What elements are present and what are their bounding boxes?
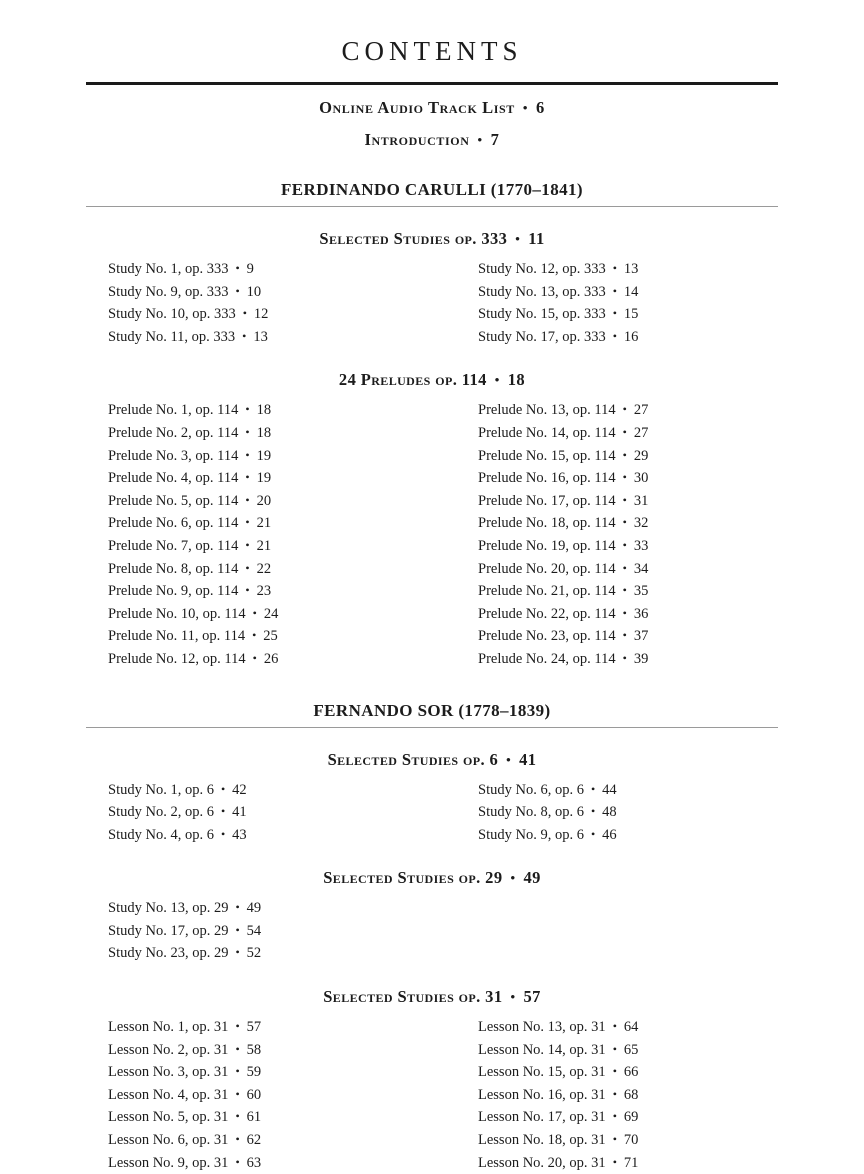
- entry-label: Study No. 15, op. 333: [478, 306, 606, 322]
- entry-label: Lesson No. 14, op. 31: [478, 1042, 606, 1058]
- entry-page-number: 37: [634, 628, 649, 644]
- bullet-separator: •: [591, 779, 595, 801]
- entry-page-number: 18: [257, 425, 272, 441]
- entry-page-number: 26: [264, 651, 279, 667]
- entry-label: Lesson No. 3, op. 31: [108, 1064, 228, 1080]
- toc-entry: [108, 258, 432, 281]
- entry-label: Lesson No. 4, op. 31: [108, 1087, 228, 1103]
- entry-column-left: [86, 779, 432, 847]
- entry-page-number: 57: [523, 987, 540, 1006]
- toc-entry: [478, 1061, 778, 1084]
- bullet-separator: •: [245, 399, 249, 421]
- entry-label: Prelude No. 2, op. 114: [108, 425, 238, 441]
- title-rule: [86, 82, 778, 85]
- entry-label: Study No. 10, op. 333: [108, 306, 236, 322]
- entry-page-number: 62: [247, 1132, 262, 1148]
- entry-label: Prelude No. 8, op. 114: [108, 561, 238, 577]
- bullet-separator: •: [495, 372, 500, 388]
- bullet-separator: •: [511, 989, 516, 1005]
- entry-page-number: 43: [232, 827, 247, 843]
- bullet-separator: •: [591, 801, 595, 823]
- bullet-separator: •: [623, 399, 627, 421]
- entry-label: Study No. 23, op. 29: [108, 945, 228, 961]
- toc-entry: [108, 801, 432, 824]
- entry-page-number: 33: [634, 538, 649, 554]
- toc-entry: [108, 399, 432, 422]
- entry-label: Prelude No. 1, op. 114: [108, 402, 238, 418]
- bullet-separator: •: [613, 1152, 617, 1174]
- bullet-separator: •: [235, 258, 239, 280]
- bullet-separator: •: [221, 801, 225, 823]
- entry-label: Prelude No. 3, op. 114: [108, 448, 238, 464]
- entry-page-number: 61: [247, 1109, 262, 1125]
- entry-page-number: 36: [634, 606, 649, 622]
- bullet-separator: •: [613, 1016, 617, 1038]
- toc-entry: [478, 422, 778, 445]
- entry-label: Prelude No. 21, op. 114: [478, 583, 616, 599]
- entry-label: Lesson No. 9, op. 31: [108, 1155, 228, 1171]
- bullet-separator: •: [221, 779, 225, 801]
- entry-page-number: 7: [491, 130, 500, 149]
- bullet-separator: •: [623, 558, 627, 580]
- entry-page-number: 24: [264, 606, 279, 622]
- toc-entry: [108, 1039, 432, 1062]
- toc-entry: [108, 942, 432, 965]
- composer-section: [86, 180, 778, 671]
- entry-columns: [86, 1016, 778, 1174]
- composer-section: [86, 701, 778, 1174]
- entry-page-number: 13: [624, 261, 639, 277]
- entry-page-number: 65: [624, 1042, 639, 1058]
- toc-entry: [108, 625, 432, 648]
- entry-page-number: 15: [624, 306, 639, 322]
- entry-label: Prelude No. 10, op. 114: [108, 606, 246, 622]
- bullet-separator: •: [623, 580, 627, 602]
- entry-label: Lesson No. 2, op. 31: [108, 1042, 228, 1058]
- entry-page-number: 16: [624, 329, 639, 345]
- entry-page-number: 34: [634, 561, 649, 577]
- bullet-separator: •: [245, 445, 249, 467]
- entry-label: Study No. 17, op. 333: [478, 329, 606, 345]
- bullet-separator: •: [235, 920, 239, 942]
- entry-label: Selected Studies op. 31: [323, 987, 502, 1006]
- toc-entry: [478, 625, 778, 648]
- bullet-separator: •: [613, 1084, 617, 1106]
- entry-label: Online Audio Track List: [319, 98, 515, 117]
- entry-label: Study No. 1, op. 333: [108, 261, 228, 277]
- bullet-separator: •: [623, 512, 627, 534]
- toc-entry: [478, 648, 778, 671]
- entry-page-number: 46: [602, 827, 617, 843]
- entry-label: Study No. 13, op. 333: [478, 284, 606, 300]
- composer-sections: [86, 180, 778, 1174]
- entry-page-number: 66: [624, 1064, 639, 1080]
- composer-rule: [86, 206, 778, 207]
- bullet-separator: •: [235, 1129, 239, 1151]
- entry-label: Study No. 6, op. 6: [478, 782, 584, 798]
- toc-entry: [478, 603, 778, 626]
- entry-label: Lesson No. 16, op. 31: [478, 1087, 606, 1103]
- entry-column-right: [432, 399, 778, 670]
- bullet-separator: •: [235, 281, 239, 303]
- bullet-separator: •: [623, 490, 627, 512]
- entry-page-number: 48: [602, 804, 617, 820]
- entry-page-number: 19: [257, 470, 272, 486]
- entry-label: Selected Studies op. 333: [319, 229, 507, 248]
- toc-entry: [108, 648, 432, 671]
- toc-entry: [108, 897, 432, 920]
- toc-entry: [478, 445, 778, 468]
- bullet-separator: •: [235, 942, 239, 964]
- toc-entry: [108, 490, 432, 513]
- toc-entry: [478, 558, 778, 581]
- entry-page-number: 39: [634, 651, 649, 667]
- entry-page-number: 63: [247, 1155, 262, 1171]
- entry-label: Prelude No. 22, op. 114: [478, 606, 616, 622]
- bullet-separator: •: [515, 231, 520, 247]
- bullet-separator: •: [245, 535, 249, 557]
- entry-label: Lesson No. 5, op. 31: [108, 1109, 228, 1125]
- bullet-separator: •: [613, 326, 617, 348]
- entry-label: Prelude No. 5, op. 114: [108, 493, 238, 509]
- toc-entry: [478, 326, 778, 349]
- bullet-separator: •: [623, 625, 627, 647]
- bullet-separator: •: [591, 824, 595, 846]
- entry-label: Study No. 13, op. 29: [108, 900, 228, 916]
- entry-label: 24 Preludes op. 114: [339, 370, 487, 389]
- entry-column-right: [432, 258, 778, 348]
- toc-entry: [108, 1016, 432, 1039]
- entry-page-number: 44: [602, 782, 617, 798]
- bullet-separator: •: [523, 100, 528, 116]
- bullet-separator: •: [506, 752, 511, 768]
- entry-page-number: 21: [257, 515, 272, 531]
- entry-label: Prelude No. 18, op. 114: [478, 515, 616, 531]
- entry-page-number: 49: [523, 868, 540, 887]
- entry-page-number: 22: [257, 561, 272, 577]
- entry-page-number: 59: [247, 1064, 262, 1080]
- entry-label: Study No. 17, op. 29: [108, 923, 228, 939]
- entry-label: Study No. 11, op. 333: [108, 329, 235, 345]
- composer-heading: FERDINANDO CARULLI (1770–1841): [86, 180, 778, 200]
- toc-entry: [108, 467, 432, 490]
- subsection-heading: [86, 987, 778, 1007]
- toc-entry: [478, 399, 778, 422]
- entry-page-number: 71: [624, 1155, 639, 1171]
- entry-label: Introduction: [365, 130, 470, 149]
- entry-page-number: 49: [247, 900, 262, 916]
- entry-label: Lesson No. 18, op. 31: [478, 1132, 606, 1148]
- entry-label: Prelude No. 16, op. 114: [478, 470, 616, 486]
- entry-page-number: 19: [257, 448, 272, 464]
- entry-label: Prelude No. 9, op. 114: [108, 583, 238, 599]
- entry-page-number: 6: [536, 98, 545, 117]
- entry-label: Study No. 2, op. 6: [108, 804, 214, 820]
- entry-label: Study No. 8, op. 6: [478, 804, 584, 820]
- bullet-separator: •: [613, 1061, 617, 1083]
- toc-entry: [108, 580, 432, 603]
- entry-column-left: [86, 1016, 432, 1174]
- bullet-separator: •: [245, 512, 249, 534]
- entry-label: Lesson No. 6, op. 31: [108, 1132, 228, 1148]
- entry-column-right: [432, 1016, 778, 1174]
- entry-page-number: 12: [254, 306, 269, 322]
- entry-page-number: 11: [528, 229, 544, 248]
- bullet-separator: •: [221, 824, 225, 846]
- toc-entry: [478, 1039, 778, 1062]
- bullet-separator: •: [253, 648, 257, 670]
- entry-columns: [86, 399, 778, 670]
- entry-page-number: 41: [232, 804, 247, 820]
- entry-column-left: [86, 897, 432, 965]
- bullet-separator: •: [245, 580, 249, 602]
- entry-page-number: 52: [247, 945, 262, 961]
- toc-entry: [108, 824, 432, 847]
- bullet-separator: •: [235, 1039, 239, 1061]
- toc-entry: [478, 580, 778, 603]
- entry-page-number: 10: [247, 284, 262, 300]
- entry-page-number: 35: [634, 583, 649, 599]
- entry-label: Study No. 4, op. 6: [108, 827, 214, 843]
- toc-entry: [478, 467, 778, 490]
- entry-label: Prelude No. 12, op. 114: [108, 651, 246, 667]
- entry-label: Prelude No. 17, op. 114: [478, 493, 616, 509]
- bullet-separator: •: [235, 1084, 239, 1106]
- toc-entry: [108, 1152, 432, 1174]
- composer-heading: FERNANDO SOR (1778–1839): [86, 701, 778, 721]
- bullet-separator: •: [623, 467, 627, 489]
- entry-page-number: 57: [247, 1019, 262, 1035]
- front-matter-entry: [86, 130, 778, 150]
- bullet-separator: •: [613, 303, 617, 325]
- entry-label: Prelude No. 24, op. 114: [478, 651, 616, 667]
- entry-label: Prelude No. 23, op. 114: [478, 628, 616, 644]
- entry-page-number: 42: [232, 782, 247, 798]
- toc-entry: [478, 258, 778, 281]
- bullet-separator: •: [623, 648, 627, 670]
- bullet-separator: •: [511, 870, 516, 886]
- entry-page-number: 27: [634, 402, 649, 418]
- bullet-separator: •: [235, 1061, 239, 1083]
- subsection-heading: [86, 750, 778, 770]
- bullet-separator: •: [235, 897, 239, 919]
- toc-entry: [478, 512, 778, 535]
- entry-label: Lesson No. 1, op. 31: [108, 1019, 228, 1035]
- front-matter: [86, 98, 778, 150]
- entry-page-number: 60: [247, 1087, 262, 1103]
- entry-page-number: 9: [247, 261, 254, 277]
- toc-entry: [108, 1084, 432, 1107]
- entry-label: Selected Studies op. 29: [323, 868, 502, 887]
- bullet-separator: •: [613, 1039, 617, 1061]
- bullet-separator: •: [235, 1016, 239, 1038]
- bullet-separator: •: [253, 603, 257, 625]
- entry-page-number: 41: [519, 750, 536, 769]
- entry-label: Study No. 12, op. 333: [478, 261, 606, 277]
- toc-entry: [478, 1084, 778, 1107]
- entry-label: Lesson No. 20, op. 31: [478, 1155, 606, 1171]
- entry-page-number: 13: [253, 329, 268, 345]
- subsection-heading: [86, 229, 778, 249]
- subsection-heading: [86, 868, 778, 888]
- page-title: CONTENTS: [86, 36, 778, 67]
- entry-columns: [86, 897, 778, 965]
- entry-page-number: 58: [247, 1042, 262, 1058]
- bullet-separator: •: [242, 326, 246, 348]
- entry-page-number: 54: [247, 923, 262, 939]
- entry-label: Prelude No. 11, op. 114: [108, 628, 245, 644]
- entry-column-right: [432, 779, 778, 847]
- bullet-separator: •: [613, 1129, 617, 1151]
- entry-column-right: [432, 897, 778, 965]
- bullet-separator: •: [613, 1106, 617, 1128]
- toc-entry: [108, 512, 432, 535]
- toc-entry: [108, 1061, 432, 1084]
- entry-columns: [86, 779, 778, 847]
- bullet-separator: •: [243, 303, 247, 325]
- toc-entry: [108, 326, 432, 349]
- bullet-separator: •: [477, 132, 482, 148]
- toc-entry: [478, 1016, 778, 1039]
- entry-page-number: 20: [257, 493, 272, 509]
- entry-page-number: 30: [634, 470, 649, 486]
- entry-label: Prelude No. 6, op. 114: [108, 515, 238, 531]
- toc-entry: [478, 801, 778, 824]
- entry-page-number: 25: [263, 628, 278, 644]
- entry-label: Prelude No. 13, op. 114: [478, 402, 616, 418]
- bullet-separator: •: [245, 467, 249, 489]
- toc-entry: [478, 1152, 778, 1174]
- entry-label: Study No. 9, op. 6: [478, 827, 584, 843]
- entry-column-left: [86, 399, 432, 670]
- toc-entry: [108, 603, 432, 626]
- entry-label: Prelude No. 20, op. 114: [478, 561, 616, 577]
- front-matter-entry: [86, 98, 778, 118]
- toc-entry: [108, 1129, 432, 1152]
- entry-page-number: 70: [624, 1132, 639, 1148]
- entry-label: Prelude No. 14, op. 114: [478, 425, 616, 441]
- toc-entry: [478, 779, 778, 802]
- bullet-separator: •: [613, 258, 617, 280]
- toc-entry: [108, 422, 432, 445]
- entry-label: Selected Studies op. 6: [328, 750, 499, 769]
- entry-page-number: 64: [624, 1019, 639, 1035]
- toc-entry: [108, 558, 432, 581]
- entry-page-number: 29: [634, 448, 649, 464]
- toc-entry: [108, 445, 432, 468]
- toc-entry: [478, 824, 778, 847]
- bullet-separator: •: [623, 422, 627, 444]
- entry-page-number: 23: [257, 583, 272, 599]
- entry-label: Lesson No. 13, op. 31: [478, 1019, 606, 1035]
- entry-label: Study No. 1, op. 6: [108, 782, 214, 798]
- entry-page-number: 31: [634, 493, 649, 509]
- toc-entry: [478, 535, 778, 558]
- toc-entry: [478, 1106, 778, 1129]
- bullet-separator: •: [235, 1106, 239, 1128]
- toc-entry: [108, 779, 432, 802]
- bullet-separator: •: [245, 490, 249, 512]
- entry-label: Prelude No. 19, op. 114: [478, 538, 616, 554]
- entry-page-number: 14: [624, 284, 639, 300]
- entry-label: Prelude No. 4, op. 114: [108, 470, 238, 486]
- entry-label: Prelude No. 7, op. 114: [108, 538, 238, 554]
- bullet-separator: •: [235, 1152, 239, 1174]
- entry-page-number: 32: [634, 515, 649, 531]
- bullet-separator: •: [613, 281, 617, 303]
- toc-entry: [478, 281, 778, 304]
- composer-rule: [86, 727, 778, 728]
- entry-page-number: 68: [624, 1087, 639, 1103]
- toc-entry: [108, 281, 432, 304]
- bullet-separator: •: [245, 558, 249, 580]
- entry-column-left: [86, 258, 432, 348]
- toc-entry: [478, 303, 778, 326]
- entry-label: Lesson No. 15, op. 31: [478, 1064, 606, 1080]
- entry-page-number: 18: [508, 370, 525, 389]
- entry-label: Prelude No. 15, op. 114: [478, 448, 616, 464]
- bullet-separator: •: [252, 625, 256, 647]
- entry-label: Study No. 9, op. 333: [108, 284, 228, 300]
- toc-entry: [478, 490, 778, 513]
- toc-entry: [108, 303, 432, 326]
- bullet-separator: •: [245, 422, 249, 444]
- entry-page-number: 27: [634, 425, 649, 441]
- entry-page-number: 21: [257, 538, 272, 554]
- subsection-heading: [86, 370, 778, 390]
- entry-columns: [86, 258, 778, 348]
- entry-page-number: 18: [257, 402, 272, 418]
- toc-entry: [108, 1106, 432, 1129]
- bullet-separator: •: [623, 603, 627, 625]
- toc-entry: [108, 920, 432, 943]
- bullet-separator: •: [623, 535, 627, 557]
- bullet-separator: •: [623, 445, 627, 467]
- entry-page-number: 69: [624, 1109, 639, 1125]
- entry-label: Lesson No. 17, op. 31: [478, 1109, 606, 1125]
- toc-entry: [108, 535, 432, 558]
- toc-entry: [478, 1129, 778, 1152]
